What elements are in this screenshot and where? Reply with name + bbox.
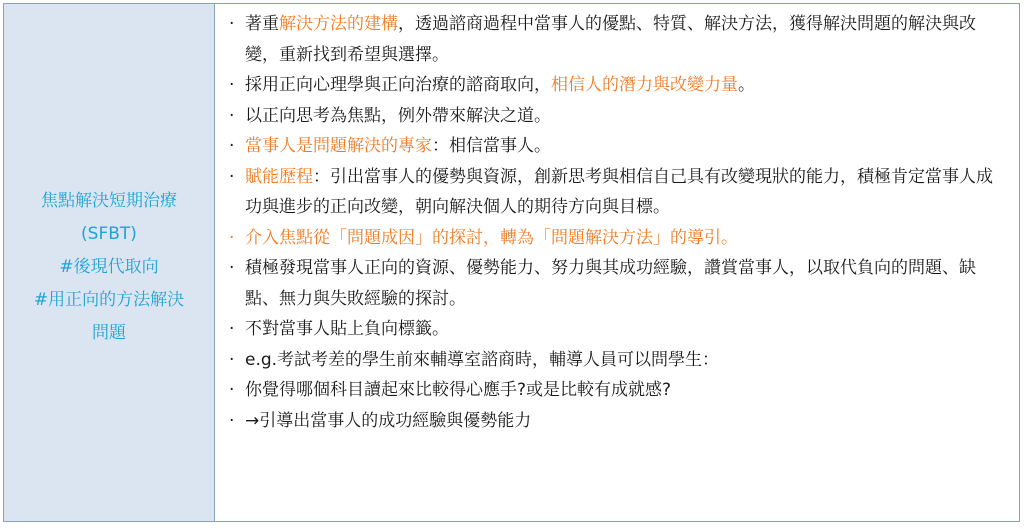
text-highlight: 解決方法的建構	[279, 14, 398, 34]
bullet-text	[245, 101, 1005, 132]
text-plain: 你覺得哪個科目讀起來比較得心應手?或是比較有成就感?	[245, 380, 672, 400]
bullet-text	[245, 223, 1005, 254]
bullet-dot: ·	[229, 227, 235, 248]
bullet-dot: ·	[229, 380, 235, 400]
bullet-dot: ·	[229, 105, 235, 126]
text-plain: ：引出當事人的優勢與資源，創新思考與相信自己具有改變現狀的能力，積極肯定當事人成功與進步的正向改變，朝向解決個人的期待方向與目標。	[245, 166, 993, 217]
topic-line: #用正向的方法解決	[33, 290, 185, 310]
topic-line: #後現代取向	[59, 257, 159, 277]
text-highlight: 賦能歷程	[245, 166, 313, 187]
bullet-text	[245, 131, 1005, 162]
content-table	[3, 3, 1020, 522]
text-plain: →引導出當事人的成功經驗與優勢能力	[245, 410, 532, 431]
bullet-item	[229, 70, 1005, 101]
topic-label	[34, 185, 184, 350]
bullet-text	[245, 314, 1005, 345]
bullet-text	[245, 162, 1005, 223]
topic-line: 焦點解決短期治療	[41, 191, 177, 211]
text-plain: 著重	[245, 14, 279, 34]
text-plain: 以正向思考為焦點，例外帶來解決之道。	[245, 105, 551, 126]
bullet-dot: ·	[229, 410, 235, 431]
bullet-text	[245, 9, 1005, 70]
bullet-item	[229, 131, 1005, 162]
bullet-text	[245, 375, 1005, 406]
description-cell	[215, 4, 1019, 521]
topic-cell	[4, 4, 215, 521]
bullet-text	[245, 406, 1005, 437]
bullet-item	[229, 162, 1005, 223]
text-highlight: 介入焦點從「問題成因」的探討，轉為「問題解決方法」的導引。	[245, 227, 738, 248]
bullet-item	[229, 223, 1005, 254]
topic-line: (SFBT)	[81, 224, 137, 244]
text-plain: e.g.考試考差的學生前來輔導室諮商時，輔導人員可以問學生：	[245, 349, 720, 370]
bullet-dot: ·	[229, 258, 235, 278]
text-plain: 積極發現當事人正向的資源、優勢能力、努力與其成功經驗，讚賞當事人，以取代負向的問題、缺點、無力與失敗經驗的探討。	[245, 258, 976, 309]
bullet-item	[229, 253, 1005, 314]
text-highlight: 相信人的潛力與改變力量	[551, 75, 738, 95]
text-plain: 。	[738, 75, 755, 95]
bullet-item	[229, 9, 1005, 70]
bullet-text	[245, 70, 1005, 101]
bullet-item	[229, 375, 1005, 406]
text-plain: 不對當事人貼上負向標籤。	[245, 319, 449, 339]
bullet-item	[229, 345, 1005, 376]
bullet-item	[229, 314, 1005, 345]
text-plain: ：相信當事人。	[432, 136, 551, 156]
bullet-dot: ·	[229, 14, 235, 34]
bullet-dot: ·	[229, 349, 235, 370]
bullet-item	[229, 101, 1005, 132]
text-plain: ，透過諮商過程中當事人的優點、特質、解決方法，獲得解決問題的解決與改變，重新找到希望與選擇。	[245, 14, 976, 65]
text-plain: 採用正向心理學與正向治療的諮商取向，	[245, 75, 551, 95]
bullet-dot: ·	[229, 319, 235, 339]
bullet-item	[229, 406, 1005, 437]
bullet-text	[245, 345, 1005, 376]
bullet-dot: ·	[229, 75, 235, 95]
topic-line: 問題	[92, 323, 126, 343]
bullet-text	[245, 253, 1005, 314]
bullet-dot: ·	[229, 166, 235, 187]
bullet-dot: ·	[229, 136, 235, 156]
text-highlight: 當事人是問題解決的專家	[245, 136, 432, 156]
